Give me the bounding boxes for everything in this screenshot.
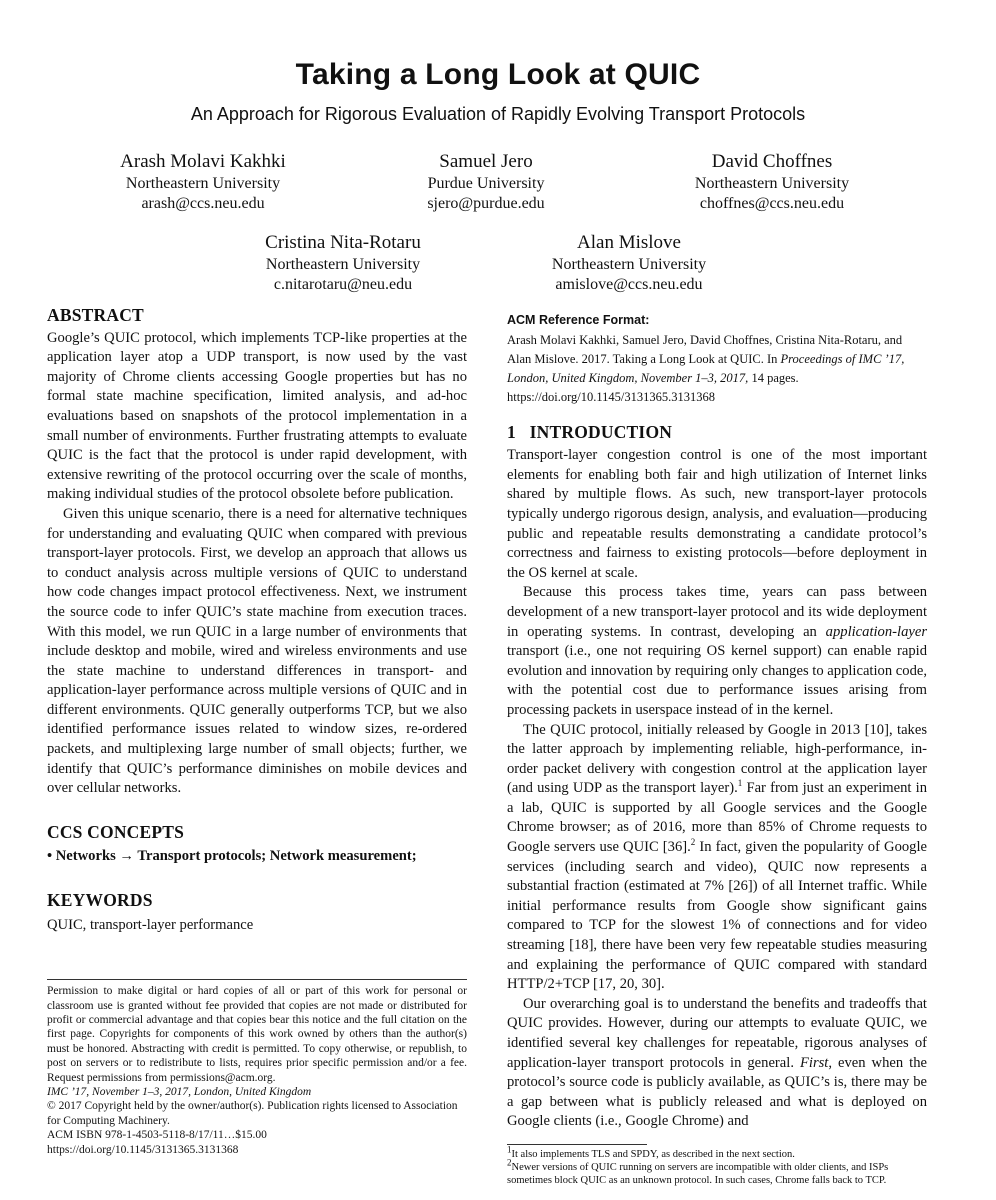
- author-block: [183, 231, 503, 295]
- keywords-heading: KEYWORDS: [47, 890, 153, 911]
- intro-text: The QUIC protocol, initially released by Google in 2013 [10], takes the latter approach by implementing reliable, high-performance, in-order packet delivery with congestion control at the application layer (and using UDP as the transport layer).: [507, 721, 927, 797]
- author-affiliation: Northeastern University: [694, 175, 850, 192]
- permission-rule: [47, 979, 467, 980]
- author-affiliation: Northeastern University: [265, 256, 421, 273]
- footnote-number: 2: [507, 1157, 512, 1168]
- intro-text: Our overarching goal is to understand the benefits and tradeoffs that QUIC provides. However, during our attempts to evaluate QUIC, we identified several key challenges for repeatable, rigorous analyses of application-layer transport protocols in general.: [507, 995, 927, 1071]
- author-email: choffnes@ccs.neu.edu: [699, 195, 845, 212]
- introduction-heading: 1 INTRODUCTION: [507, 421, 673, 442]
- author-name: David Choffnes: [711, 151, 833, 172]
- intro-text: Far from just an experiment in a lab, QUIC is supported by all Google services and the Google Chrome browser; as of 2016, more than 85% of Chrome requests to Google servers use QUIC [36].: [507, 780, 927, 856]
- author-block: [469, 231, 789, 295]
- footnote: [507, 1157, 927, 1187]
- paper-title: Taking a Long Look at QUIC: [295, 58, 701, 91]
- intro-text: Because this process takes time, years can pass between development of a new transport-layer protocol and its wide deployment in operating systems. In contrast, developing an: [507, 584, 927, 640]
- reference-text: Arash Molavi Kakhki, Samuel Jero, David Choffnes, Cristina Nita-Rotaru, and Alan Mislove. 2017. Taking a Long Look at QUIC. In: [507, 332, 903, 366]
- isbn-text: ACM ISBN 978-1-4503-5118-8/17/11…$15.00: [47, 1129, 267, 1142]
- abstract-paragraph: Google’s QUIC protocol, which implements TCP-like properties at the application layer atop a UDP transport, is now used by the vast majority of Chrome clients accessing Google properties but has no formal state machine specification, limited analysis, and ad-hoc evaluations based on snapshots of the protocol implementation in a small number of environments. Further frustrating attempts to evaluate QUIC is the fact that the protocol is under rapid development, with extensive rewriting of the protocol occurring over the scale of months, making individual studies of the protocol obsolete before publication.: [47, 329, 467, 503]
- author-block: [326, 150, 646, 214]
- intro-text: transport (i.e., one not requiring OS kernel support) can enable rapid evolution and innovation by requiring only changes to application code, with the potential cost due to performance issues arising from processing packets in userspace instead of in the kernel.: [507, 643, 927, 718]
- reference-format-text: [507, 331, 927, 407]
- ccs-heading: CCS CONCEPTS: [47, 821, 185, 842]
- reference-venue: Proceedings of IMC ’17, London, United Kingdom, November 1–3, 2017,: [507, 351, 905, 385]
- left-column: [47, 306, 467, 1157]
- paper-subtitle: An Approach for Rigorous Evaluation of Rapidly Evolving Transport Protocols: [190, 104, 806, 124]
- intro-paragraph: Transport-layer congestion control is one of the most important elements for enabling both fair and high utilization of Internet links shared by multiple flows. As such, new transport-layer protocols typically undergo rigorous design, analysis, and evaluation—producing public and repeatable results demonstrating a candidate protocol’s correctness and fairness to existing protocols—before deployment in the OS kernel at scale.: [507, 447, 927, 581]
- copyright-text: © 2017 Copyright held by the owner/author(s). Publication rights licensed to Association for Computing Machinery.: [47, 1100, 458, 1127]
- doi-text: https://doi.org/10.1145/3131365.3131368: [47, 1143, 239, 1156]
- ccs-concepts: • Networks → Transport protocols; Network measurement;: [47, 848, 417, 865]
- intro-text: , even when the protocol’s source code is publicly available, as QUIC’s is, there may be a gap between what is publicly released and what is deployed on Google clients (i.e., Google Chrome) and: [507, 1054, 927, 1130]
- author-block: [612, 150, 932, 214]
- footnote: [507, 1144, 927, 1161]
- footnote-rule: [507, 1144, 647, 1145]
- author-affiliation: Purdue University: [427, 175, 545, 192]
- right-column: [507, 311, 927, 1187]
- keywords-text: QUIC, transport-layer performance: [47, 916, 254, 933]
- author-name: Cristina Nita-Rotaru: [265, 232, 421, 253]
- author-email: amislove@ccs.neu.edu: [555, 276, 703, 293]
- reference-pages: 14 pages.: [748, 370, 799, 385]
- footnote-marker[interactable]: 2: [690, 837, 696, 848]
- footnote-text: It also implements TLS and SPDY, as described in the next section.: [511, 1148, 795, 1160]
- reference-doi: https://doi.org/10.1145/3131365.3131368: [507, 389, 715, 404]
- author-name: Arash Molavi Kakhki: [120, 151, 286, 172]
- footnote-number: 1: [507, 1144, 512, 1155]
- footnote-text: Newer versions of QUIC running on servers are incompatible with older clients, and ISPs sometimes block QUIC as an unknown protocol. In such cases, Chrome falls back to TCP.: [507, 1161, 889, 1186]
- reference-format-heading: ACM Reference Format:: [507, 313, 650, 327]
- intro-paragraph: [507, 583, 927, 720]
- author-name: Samuel Jero: [439, 151, 533, 172]
- intro-emphasis: First: [799, 1054, 829, 1071]
- footnote-marker[interactable]: 1: [737, 778, 743, 789]
- author-email: arash@ccs.neu.edu: [141, 195, 265, 212]
- intro-emphasis: application-layer: [825, 623, 927, 640]
- author-affiliation: Northeastern University: [125, 175, 281, 192]
- author-email: sjero@purdue.edu: [427, 195, 545, 212]
- intro-paragraph: [507, 995, 927, 1132]
- conference-venue: IMC ’17, November 1–3, 2017, London, United Kingdom: [47, 1086, 312, 1099]
- author-block: [43, 150, 363, 214]
- author-email: c.nitarotaru@neu.edu: [273, 276, 413, 293]
- abstract-heading: ABSTRACT: [47, 305, 144, 325]
- intro-text: In fact, given the popularity of Google services (including search and video), QUIC now represents a substantial fraction (estimated at 7% [26]) of all Internet traffic. While initial performance results from Google show significant gains compared to TCP for the slowest 1% of connections and for video streaming [18], there have been very few repeatable studies measuring and explaining the performance of QUIC compared with standard HTTP/2+TCP [17, 20, 30].: [507, 839, 927, 993]
- permission-block: [47, 984, 467, 1157]
- intro-paragraph: [507, 721, 927, 995]
- permission-text: Permission to make digital or hard copies of all or part of this work for personal or classroom use is granted without fee provided that copies are not made or distributed for profit or commercial advantage and that copies bear this notice and the full citation on the first page. Copyrights for components of this work owned by others than the author(s) must be honored. Abstracting with credit is permitted. To copy otherwise, or republish, to post on servers or to redistribute to lists, requires prior specific permission and/or a fee. Request permissions from permissions@acm.org.: [47, 985, 467, 1084]
- author-affiliation: Northeastern University: [551, 256, 707, 273]
- abstract-paragraph: Given this unique scenario, there is a need for alternative techniques for understanding and evaluating QUIC when compared with previous transport-layer protocols. First, we develop an approach that allows us to conduct analysis across multiple versions of QUIC to understand how code changes impact protocol effectiveness. Next, we instrument the source code to infer QUIC’s state machine from execution traces. With this model, we run QUIC in a large number of environments that include desktop and mobile, wired and wireless environments and use the state machine to understand differences in transport- and application-layer performance across multiple versions of QUIC and in different environments. QUIC generally outperforms TCP, but we also identified performance issues related to window sizes, re-ordered packets, and multiplexing large number of small objects; further, we identify that QUIC’s performance diminishes on mobile devices and over cellular networks.: [47, 505, 467, 797]
- footnotes: [507, 1144, 927, 1187]
- author-name: Alan Mislove: [577, 232, 681, 253]
